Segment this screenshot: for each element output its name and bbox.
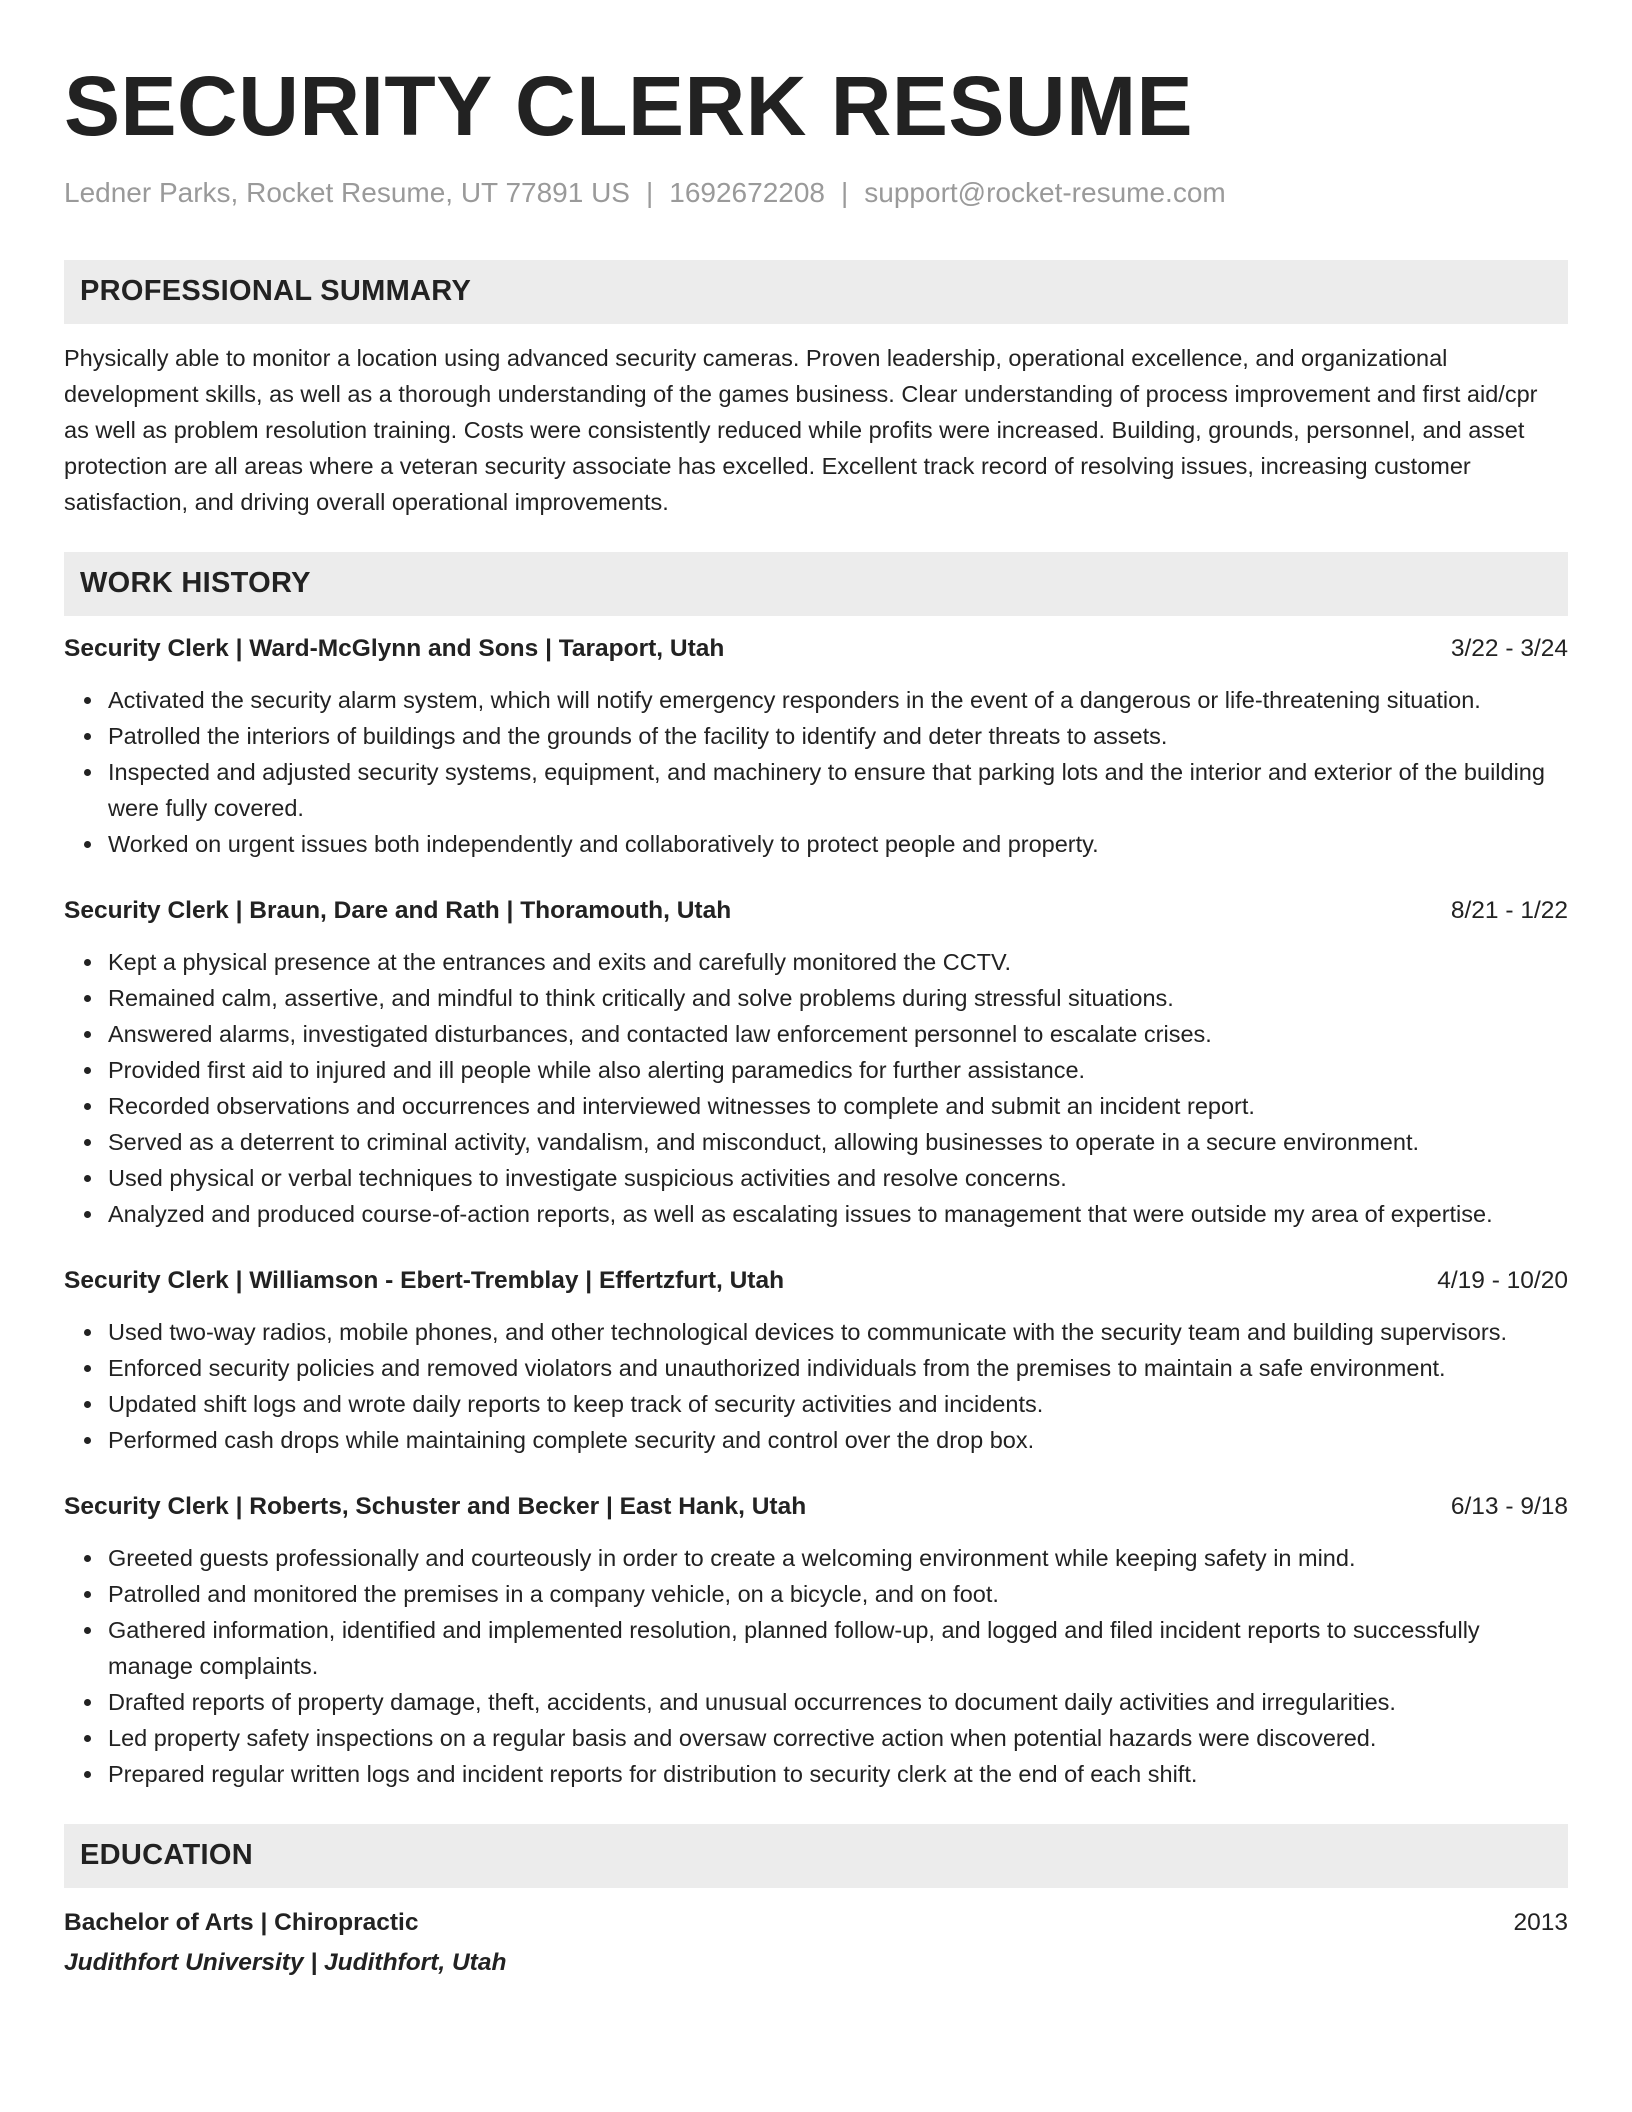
job-bullet: Patrolled and monitored the premises in a company vehicle, on a bicycle, and on foot. bbox=[108, 1576, 1568, 1612]
job-bullet: Greeted guests professionally and courteously in order to create a welcoming environment while keeping safety in mind. bbox=[108, 1540, 1568, 1576]
job-bullets bbox=[64, 1540, 1568, 1792]
education-entry bbox=[64, 1908, 1568, 1978]
job-entry bbox=[64, 896, 1568, 1232]
job-bullet: Inspected and adjusted security systems, equipment, and machinery to ensure that parking lots and the interior and exterior of the building were fully covered. bbox=[108, 754, 1568, 826]
job-bullet: Drafted reports of property damage, theft, accidents, and unusual occurrences to document daily activities and irregularities. bbox=[108, 1684, 1568, 1720]
education-school: Judithfort University | Judithfort, Utah bbox=[64, 1948, 507, 1976]
job-dates: 6/13 - 9/18 bbox=[1450, 1492, 1568, 1520]
job-title: Security Clerk | Ward-McGlynn and Sons | Taraport, Utah bbox=[64, 634, 725, 662]
job-bullet: Worked on urgent issues both independently and collaboratively to protect people and property. bbox=[108, 826, 1568, 862]
job-header bbox=[64, 634, 1568, 664]
job-entry bbox=[64, 1266, 1568, 1458]
job-bullet: Analyzed and produced course-of-action reports, as well as escalating issues to management that were outside my area of expertise. bbox=[108, 1196, 1568, 1232]
contact-separator: | bbox=[645, 177, 654, 208]
education-header bbox=[64, 1908, 1568, 1938]
job-dates: 4/19 - 10/20 bbox=[1437, 1266, 1568, 1294]
job-bullet: Kept a physical presence at the entrances and exits and carefully monitored the CCTV. bbox=[108, 944, 1568, 980]
job-title: Security Clerk | Roberts, Schuster and Becker | East Hank, Utah bbox=[64, 1492, 807, 1520]
contact-phone: 1692672208 bbox=[669, 177, 825, 208]
job-entry bbox=[64, 634, 1568, 862]
job-header bbox=[64, 1492, 1568, 1522]
job-bullet: Performed cash drops while maintaining complete security and control over the drop box. bbox=[108, 1422, 1568, 1458]
job-bullet: Updated shift logs and wrote daily reports to keep track of security activities and incidents. bbox=[108, 1386, 1568, 1422]
job-title: Security Clerk | Williamson - Ebert-Tremblay | Effertzfurt, Utah bbox=[64, 1266, 785, 1294]
job-bullet: Led property safety inspections on a regular basis and oversaw corrective action when potential hazards were discovered. bbox=[108, 1720, 1568, 1756]
job-entry bbox=[64, 1492, 1568, 1792]
job-header bbox=[64, 896, 1568, 926]
job-header bbox=[64, 1266, 1568, 1296]
job-dates: 3/22 - 3/24 bbox=[1450, 634, 1568, 662]
job-bullets bbox=[64, 944, 1568, 1232]
job-bullet: Served as a deterrent to criminal activity, vandalism, and misconduct, allowing businesses to operate in a secure environment. bbox=[108, 1124, 1568, 1160]
job-bullet: Answered alarms, investigated disturbances, and contacted law enforcement personnel to escalate crises. bbox=[108, 1016, 1568, 1052]
job-bullet: Activated the security alarm system, which will notify emergency responders in the event of a dangerous or life-threatening situation. bbox=[108, 682, 1568, 718]
education-heading: EDUCATION bbox=[64, 1824, 1568, 1888]
education-year: 2013 bbox=[1513, 1908, 1568, 1936]
job-bullet: Patrolled the interiors of buildings and the grounds of the facility to identify and deter threats to assets. bbox=[108, 718, 1568, 754]
contact-separator: | bbox=[841, 177, 849, 208]
job-bullet: Provided first aid to injured and ill people while also alerting paramedics for further assistance. bbox=[108, 1052, 1568, 1088]
summary-text: Physically able to monitor a location using advanced security cameras. Proven leadership, operational excellence, and organizational development skills, as well as a thorough understanding of the games business. Clear understanding of process improvement and first aid/cpr as well as problem resolution training. Costs were consistently reduced while profits were increased. Building, grounds, personnel, and asset protection are all areas where a veteran security associate has excelled. Excellent track record of resolving issues, increasing customer satisfaction, and driving overall operational improvements. bbox=[64, 344, 1538, 515]
contact-line bbox=[64, 176, 1568, 210]
resume-title: SECURITY CLERK RESUME bbox=[64, 59, 1194, 153]
work-history-heading: WORK HISTORY bbox=[64, 552, 1568, 616]
job-bullets bbox=[64, 682, 1568, 862]
job-title: Security Clerk | Braun, Dare and Rath | Thoramouth, Utah bbox=[64, 896, 732, 924]
contact-email: support@rocket-resume.com bbox=[864, 177, 1226, 208]
job-bullet: Used physical or verbal techniques to investigate suspicious activities and resolve concerns. bbox=[108, 1160, 1568, 1196]
contact-address: Ledner Parks, Rocket Resume, UT 77891 US bbox=[64, 177, 630, 208]
education-degree: Bachelor of Arts | Chiropractic bbox=[64, 1908, 419, 1936]
job-bullet: Gathered information, identified and implemented resolution, planned follow-up, and logged and filed incident reports to successfully manage complaints. bbox=[108, 1612, 1568, 1684]
job-bullet: Recorded observations and occurrences and interviewed witnesses to complete and submit an incident report. bbox=[108, 1088, 1568, 1124]
job-dates: 8/21 - 1/22 bbox=[1450, 896, 1568, 924]
job-bullet: Prepared regular written logs and incident reports for distribution to security clerk at the end of each shift. bbox=[108, 1756, 1568, 1792]
job-bullet: Remained calm, assertive, and mindful to think critically and solve problems during stressful situations. bbox=[108, 980, 1568, 1016]
job-bullet: Enforced security policies and removed violators and unauthorized individuals from the premises to maintain a safe environment. bbox=[108, 1350, 1568, 1386]
job-bullets bbox=[64, 1314, 1568, 1458]
summary-heading: PROFESSIONAL SUMMARY bbox=[64, 260, 1568, 324]
job-bullet: Used two-way radios, mobile phones, and other technological devices to communicate with the security team and building supervisors. bbox=[108, 1314, 1568, 1350]
